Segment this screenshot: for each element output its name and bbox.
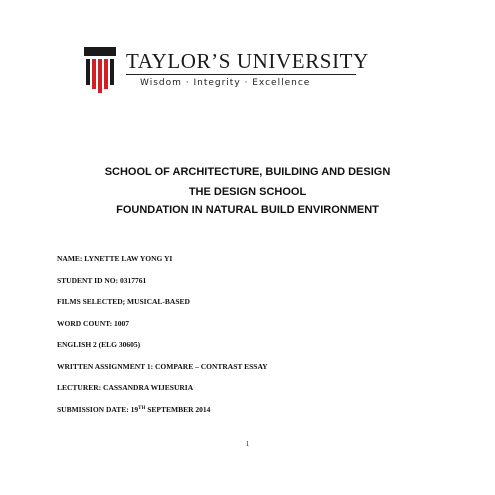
submission-date-suffix: SEPTEMBER 2014 [145, 404, 211, 414]
submission-date [57, 405, 477, 427]
page-number: 1 [245, 440, 250, 448]
student-details [57, 254, 477, 426]
assignment-title: WRITTEN ASSIGNMENT 1: COMPARE – CONTRAST ESSAY [57, 361, 268, 371]
course-code: ENGLISH 2 (ELG 30605) [57, 340, 141, 349]
student-id: STUDENT ID NO: 0317761 [57, 275, 147, 285]
submission-date-prefix: SUBMISSION DATE: 19 [57, 404, 139, 414]
student-name: NAME: LYNETTE LAW YONG YI [57, 254, 173, 263]
sub-school-heading: THE DESIGN SCHOOL [188, 186, 307, 198]
submission-date-ordinal: TH [138, 405, 146, 411]
university-tagline: Wisdom · Integrity · Excellence [140, 78, 311, 88]
university-crest-icon [84, 47, 116, 95]
logo-divider [126, 74, 356, 75]
programme-heading: FOUNDATION IN NATURAL BUILD ENVIRONMENT [116, 204, 379, 216]
word-count: WORD COUNT: 1007 [57, 318, 129, 328]
films-selected: FILMS SELECTED; MUSICAL-BASED [57, 297, 190, 306]
university-name: TAYLOR’S UNIVERSITY [126, 49, 369, 73]
lecturer-name: LECTURER: CASSANDRA WIJESURIA [57, 383, 194, 392]
university-logo [84, 47, 369, 95]
school-heading: SCHOOL OF ARCHITECTURE, BUILDING AND DESIGN [104, 166, 391, 178]
